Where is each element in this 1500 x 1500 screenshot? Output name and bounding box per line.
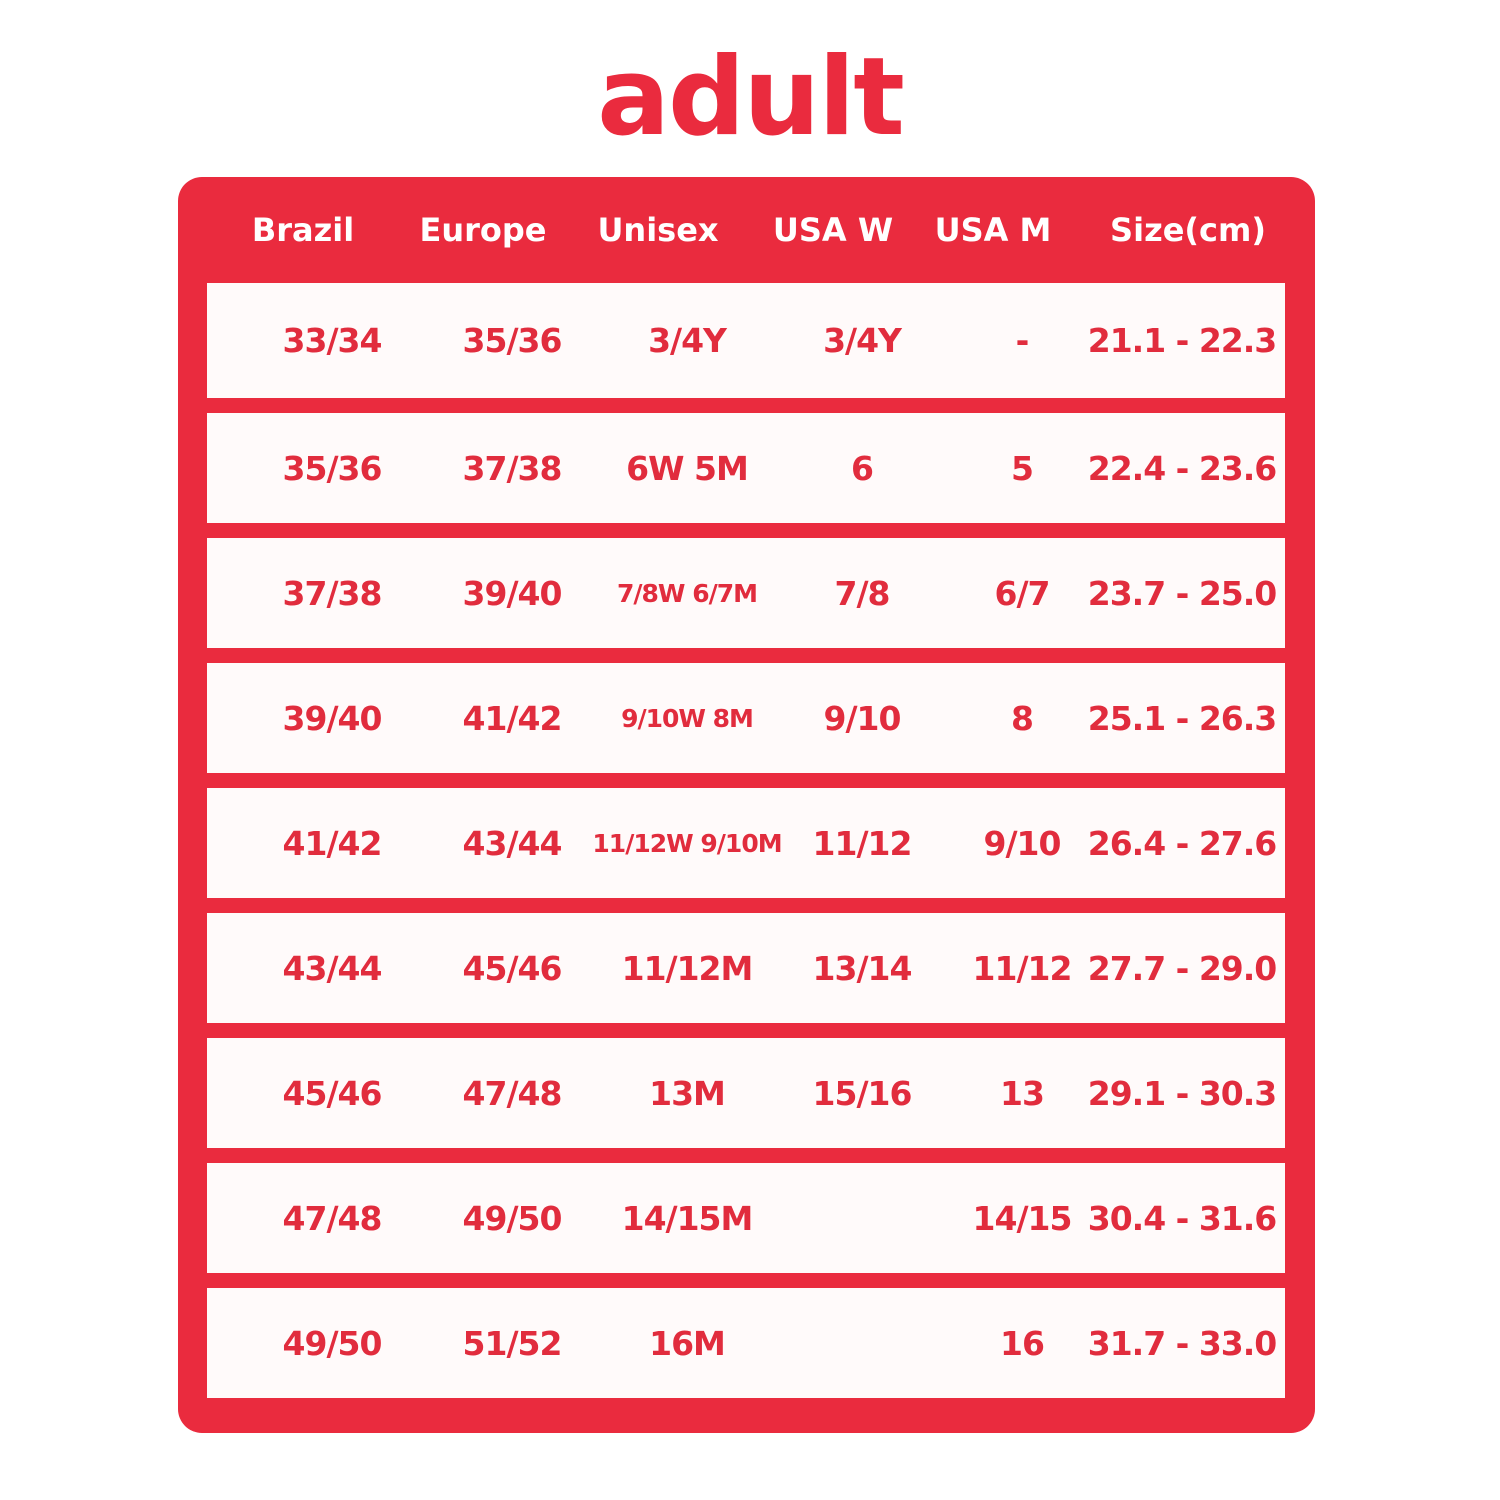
cell-unisex: 6W 5M — [626, 448, 748, 488]
cell-usa-w: 9/10 — [823, 698, 901, 738]
cell-europe: 43/44 — [462, 823, 562, 863]
cell-unisex: 16M — [649, 1323, 725, 1363]
cell-unisex: 7/8W 6/7M — [617, 578, 757, 608]
cell-usa-m: 8 — [1011, 698, 1033, 738]
cell-usa-m: 16 — [1000, 1323, 1044, 1363]
cell-unisex: 11/12W 9/10M — [592, 828, 782, 858]
cell-usa-m: 14/15 — [972, 1198, 1072, 1238]
cell-unisex: 14/15M — [621, 1198, 753, 1238]
cell-brazil: 39/40 — [282, 698, 382, 738]
cell-usa-w: 3/4Y — [823, 321, 901, 360]
table-row — [207, 1288, 1285, 1398]
table-row — [207, 283, 1285, 398]
cell-europe: 35/36 — [462, 321, 562, 360]
cell-usa-m: 11/12 — [972, 948, 1072, 988]
cell-europe: 37/38 — [462, 448, 562, 488]
cell-unisex: 9/10W 8M — [621, 703, 753, 733]
page-title: adult — [597, 35, 903, 160]
cell-usa-w: 13/14 — [812, 948, 912, 988]
cell-size-cm: 31.7 - 33.0 — [1087, 1323, 1277, 1363]
header-europe: Europe — [419, 210, 547, 249]
cell-europe: 41/42 — [462, 698, 562, 738]
cell-usa-w: 6 — [851, 448, 873, 488]
cell-size-cm: 29.1 - 30.3 — [1087, 1073, 1277, 1113]
cell-usa-w: 11/12 — [812, 823, 912, 863]
cell-usa-m: 9/10 — [983, 823, 1061, 863]
table-header-row — [178, 177, 1315, 282]
cell-brazil: 45/46 — [282, 1073, 382, 1113]
cell-usa-m: 6/7 — [994, 573, 1050, 613]
cell-size-cm: 27.7 - 29.0 — [1087, 948, 1277, 988]
table-row — [207, 663, 1285, 773]
cell-usa-w: 7/8 — [834, 573, 890, 613]
table-row — [207, 1163, 1285, 1273]
cell-europe: 51/52 — [462, 1323, 562, 1363]
cell-size-cm: 23.7 - 25.0 — [1087, 573, 1277, 613]
cell-europe: 47/48 — [462, 1073, 562, 1113]
table-row — [207, 538, 1285, 648]
table-row — [207, 913, 1285, 1023]
cell-europe: 39/40 — [462, 573, 562, 613]
table-row — [207, 788, 1285, 898]
header-brazil: Brazil — [251, 210, 355, 249]
cell-brazil: 37/38 — [282, 573, 382, 613]
header-size-cm: Size(cm) — [1110, 210, 1266, 249]
cell-usa-w: 15/16 — [812, 1073, 912, 1113]
cell-brazil: 33/34 — [282, 321, 382, 360]
cell-usa-m: 13 — [1000, 1073, 1044, 1113]
cell-europe: 49/50 — [462, 1198, 562, 1238]
cell-usa-m: - — [1015, 321, 1029, 360]
cell-usa-m: 5 — [1011, 448, 1033, 488]
cell-brazil: 43/44 — [282, 948, 382, 988]
cell-unisex: 3/4Y — [648, 321, 726, 360]
size-chart-table — [178, 177, 1315, 1433]
header-usa-m: USA M — [934, 210, 1052, 249]
cell-size-cm: 22.4 - 23.6 — [1087, 448, 1277, 488]
cell-unisex: 11/12M — [621, 948, 753, 988]
header-unisex: Unisex — [597, 210, 719, 249]
cell-europe: 45/46 — [462, 948, 562, 988]
cell-size-cm: 30.4 - 31.6 — [1087, 1198, 1277, 1238]
cell-size-cm: 25.1 - 26.3 — [1087, 698, 1277, 738]
cell-brazil: 35/36 — [282, 448, 382, 488]
header-usa-w: USA W — [772, 210, 894, 249]
cell-size-cm: 21.1 - 22.3 — [1087, 321, 1277, 360]
cell-brazil: 47/48 — [282, 1198, 382, 1238]
cell-unisex: 13M — [649, 1073, 725, 1113]
cell-brazil: 49/50 — [282, 1323, 382, 1363]
cell-size-cm: 26.4 - 27.6 — [1087, 823, 1277, 863]
table-row — [207, 1038, 1285, 1148]
table-row — [207, 413, 1285, 523]
cell-brazil: 41/42 — [282, 823, 382, 863]
